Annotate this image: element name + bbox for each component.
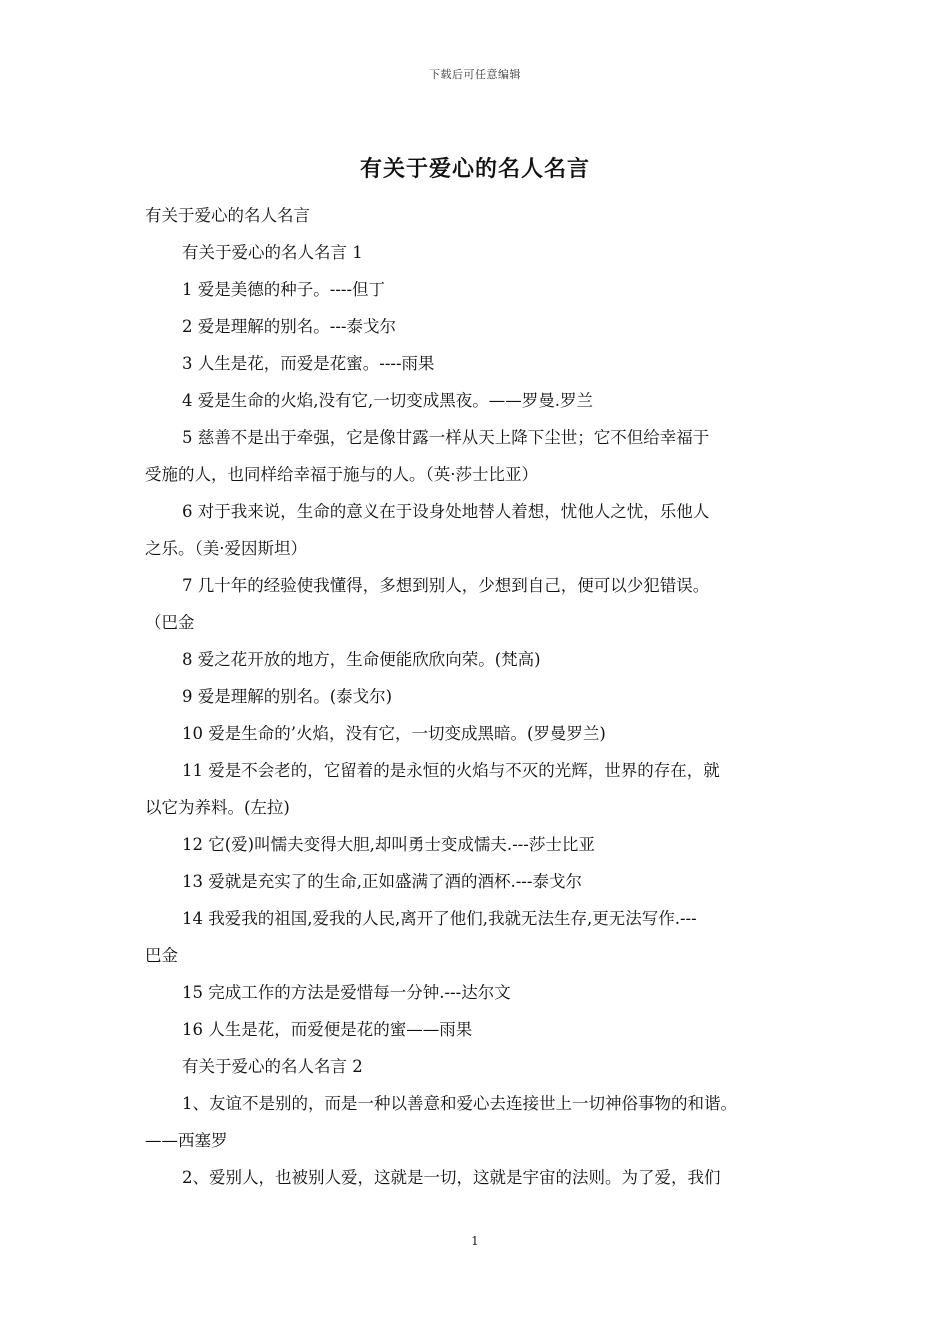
text-line: 6 对于我来说，生命的意义在于设身处地替人着想，忧他人之忧，乐他人 bbox=[182, 502, 710, 521]
page-title: 有关于爱心的名人名言 bbox=[359, 157, 590, 182]
text-line: （巴金 bbox=[145, 613, 195, 632]
text-line: 16 人生是花，而爱便是花的蜜——雨果 bbox=[182, 1020, 473, 1039]
text-line: 4 爱是生命的火焰,没有它,一切变成黑夜。——罗曼.罗兰 bbox=[182, 391, 593, 410]
text-line: 巴金 bbox=[145, 946, 178, 965]
text-line: 1、友谊不是别的，而是一种以善意和爱心去连接世上一切神俗事物的和谐。 bbox=[182, 1094, 737, 1113]
text-line: 12 它(爱)叫懦夫变得大胆,却叫勇士变成懦夫.---莎士比亚 bbox=[182, 835, 595, 854]
text-line: 15 完成工作的方法是爱惜每一分钟.---达尔文 bbox=[182, 983, 511, 1002]
text-line: 14 我爱我的祖国,爱我的人民,离开了他们,我就无法生存,更无法写作.--- bbox=[182, 909, 697, 928]
text-line: 有关于爱心的名人名言 bbox=[145, 206, 310, 225]
text-line: 之乐。（美·爱因斯坦） bbox=[145, 539, 307, 558]
text-line: 5 慈善不是出于牵强，它是像甘露一样从天上降下尘世；它不但给幸福于 bbox=[182, 428, 710, 447]
page-number: 1 bbox=[471, 1234, 479, 1248]
text-line: 8 爱之花开放的地方，生命便能欣欣向荣。(梵高) bbox=[182, 650, 541, 669]
text-line: 受施的人，也同样给幸福于施与的人。（英·莎士比亚） bbox=[145, 465, 538, 484]
text-line: 1 爱是美德的种子。----但丁 bbox=[182, 280, 386, 299]
text-line: 3 人生是花，而爱是花蜜。----雨果 bbox=[182, 354, 435, 373]
text-line: 有关于爱心的名人名言 2 bbox=[182, 1057, 363, 1076]
text-line: 2 爱是理解的别名。---泰戈尔 bbox=[182, 317, 396, 336]
header-note: 下载后可任意编辑 bbox=[429, 68, 521, 81]
text-line: 10 爱是生命的’火焰，没有它，一切变成黑暗。(罗曼罗兰) bbox=[182, 724, 606, 743]
document-body bbox=[145, 197, 809, 1196]
text-line: 9 爱是理解的别名。(泰戈尔) bbox=[182, 687, 393, 706]
text-line: 13 爱就是充实了的生命,正如盛满了酒的酒杯.---泰戈尔 bbox=[182, 872, 582, 891]
text-line: 2、爱别人，也被别人爱，这就是一切，这就是宇宙的法则。为了爱，我们 bbox=[182, 1168, 721, 1187]
text-line: 7 几十年的经验使我懂得，多想到别人，少想到自己，便可以少犯错误。 bbox=[182, 576, 710, 595]
text-line: 以它为养料。(左拉) bbox=[145, 798, 290, 817]
text-line: 有关于爱心的名人名言 1 bbox=[182, 243, 363, 262]
text-line: 11 爱是不会老的，它留着的是永恒的火焰与不灭的光辉，世界的存在，就 bbox=[182, 761, 720, 780]
text-line: ——西塞罗 bbox=[145, 1131, 228, 1150]
